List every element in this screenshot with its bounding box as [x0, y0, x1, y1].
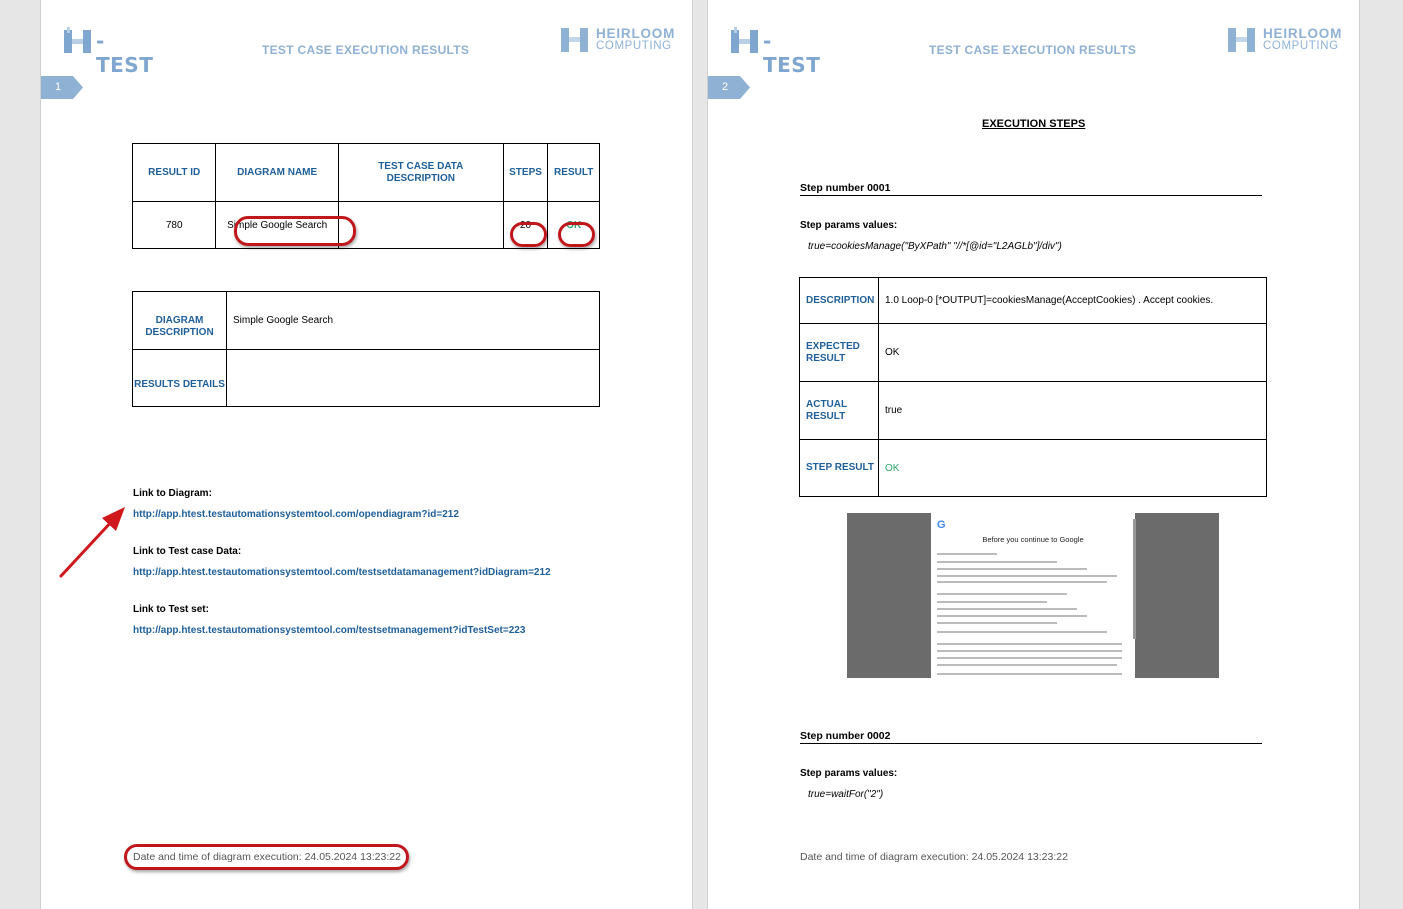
diagram-description-value: Simple Google Search [227, 292, 600, 350]
step2-params-value: true=waitFor("2") [808, 789, 884, 800]
annotation-arrow-icon [55, 500, 135, 582]
htest-logo-text: -TEST [763, 29, 821, 77]
step-screenshot [847, 513, 1219, 678]
google-g-icon: G [937, 519, 946, 531]
header-result: RESULT [548, 144, 600, 202]
htest-logo-icon [730, 27, 760, 55]
link-to-test-case-label: Link to Test case Data: [133, 546, 242, 557]
actual-result-label: ACTUAL RESULT [800, 382, 879, 440]
highlight-oval-steps [510, 222, 547, 247]
step-result-value: OK [879, 440, 1267, 497]
step-result-label: STEP RESULT [800, 440, 879, 497]
link-to-diagram[interactable]: http://app.htest.testautomationsystemtool.com/opendiagram?id=212 [133, 509, 459, 520]
heirloom-logo-line2: COMPUTING [596, 40, 672, 52]
header-steps: STEPS [503, 144, 548, 202]
link-to-test-set-label: Link to Test set: [133, 604, 209, 615]
page-tab-shape [41, 76, 83, 99]
header-diagram-name: DIAGRAM NAME [216, 144, 339, 202]
page-number: 2 [722, 81, 729, 93]
step-number-0001: Step number 0001 [800, 182, 1262, 196]
step-number-0002: Step number 0002 [800, 730, 1262, 744]
results-details-value [227, 350, 600, 407]
header-result-id: RESULT ID [133, 144, 216, 202]
results-details-label: RESULTS DETAILS [133, 350, 227, 407]
page-1 [40, 0, 693, 909]
link-to-test-set[interactable]: http://app.htest.testautomationsystemtool.com/testsetmanagement?idTestSet=223 [133, 625, 526, 636]
execution-datetime-footer: Date and time of diagram execution: 24.05.2024 13:23:22 [133, 851, 401, 863]
step-params-value: true=cookiesManage("ByXPath" "//*[@id="L2AGLb"]/div") [808, 241, 1062, 252]
page-number-tab [41, 76, 83, 99]
screenshot-scrollbar [1133, 519, 1136, 639]
cell-result-id: 780 [133, 202, 216, 249]
link-to-test-case-data[interactable]: http://app.htest.testautomationsystemtool.com/testsetdatamanagement?idDiagram=212 [133, 567, 551, 578]
actual-result-value: true [879, 382, 1267, 440]
htest-logo-text: -TEST [96, 29, 154, 77]
consent-dialog-title: Before you continue to Google [982, 535, 1084, 544]
highlight-oval-footer [124, 844, 409, 870]
page-number-tab [708, 76, 750, 99]
page-number: 1 [55, 81, 62, 93]
page-header-title: TEST CASE EXECUTION RESULTS [929, 43, 1137, 57]
step-details-table [799, 277, 1267, 497]
heirloom-logo-icon [560, 26, 590, 54]
consent-dialog [931, 513, 1135, 678]
diagram-details-table [132, 291, 600, 407]
description-value: 1.0 Loop-0 [*OUTPUT]=cookiesManage(AcceptCookies) . Accept cookies. [879, 278, 1267, 324]
heirloom-logo [560, 26, 676, 56]
page-header-title: TEST CASE EXECUTION RESULTS [262, 43, 470, 57]
diagram-description-label: DIAGRAM DESCRIPTION [133, 292, 227, 350]
description-label: DESCRIPTION [800, 278, 879, 324]
heirloom-logo-line2: COMPUTING [1263, 40, 1339, 52]
execution-steps-title: EXECUTION STEPS [982, 118, 1086, 130]
header-test-case-data-description: TEST CASE DATA DESCRIPTION [338, 144, 503, 202]
heirloom-logo-icon [1227, 26, 1257, 54]
cell-result: OK [548, 202, 600, 249]
heirloom-logo [1227, 26, 1343, 56]
expected-result-label: EXPECTED RESULT [800, 324, 879, 382]
page-tab-shape [708, 76, 750, 99]
htest-logo-icon [63, 27, 93, 55]
cell-steps: 20 [503, 202, 548, 249]
highlight-oval-result [558, 222, 595, 247]
highlight-oval-diagram-name [234, 216, 356, 246]
cell-diagram-name: Simple Google Search [216, 202, 339, 249]
execution-datetime-footer: Date and time of diagram execution: 24.05.2024 13:23:22 [800, 851, 1068, 863]
link-to-diagram-label: Link to Diagram: [133, 488, 212, 499]
step-params-label: Step params values: [800, 220, 898, 231]
heirloom-logo-line1: HEIRLOOM [596, 26, 676, 41]
expected-result-value: OK [879, 324, 1267, 382]
step2-params-label: Step params values: [800, 768, 898, 779]
page-2 [707, 0, 1360, 909]
cell-test-case-data-description [338, 202, 503, 249]
heirloom-logo-line1: HEIRLOOM [1263, 26, 1343, 41]
